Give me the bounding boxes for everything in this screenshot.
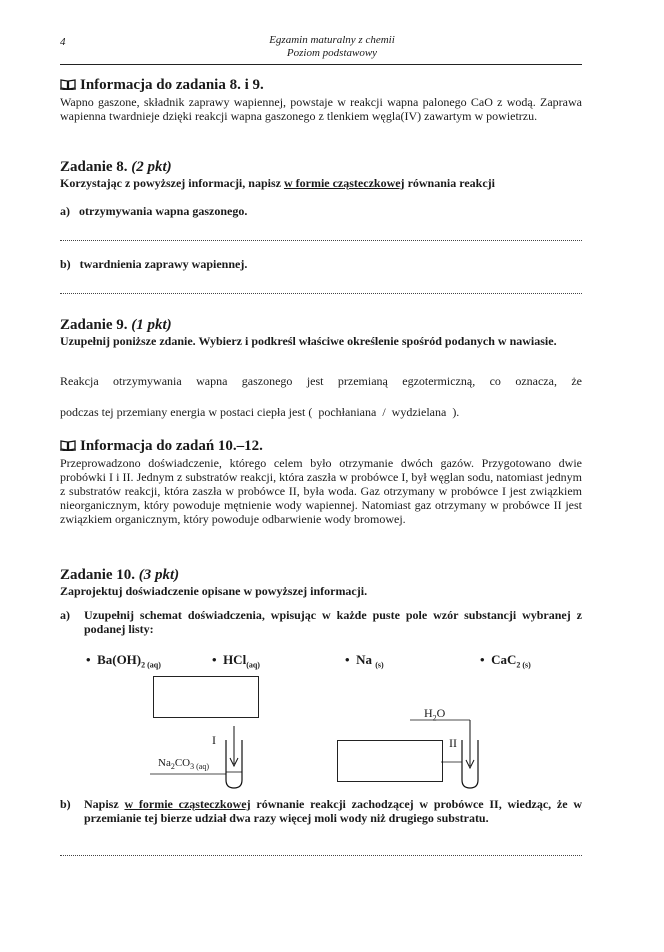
task-10-instruction: Zaprojektuj doświadczenie opisane w powyższej informacji.: [60, 584, 368, 598]
test-tube-1-icon: [150, 718, 270, 790]
task-8-item-b: b) twardnienia zaprawy wapiennej.: [60, 257, 248, 271]
tube-2-label: II: [449, 736, 457, 750]
task-9: [60, 316, 582, 348]
page-number: 4: [60, 36, 66, 48]
task-8-item-a: a) otrzymywania wapna gaszonego.: [60, 204, 248, 218]
task-10: [60, 566, 582, 598]
task-9-instruction: Uzupełnij poniższe zdanie. Wybierz i podkreśl właściwe określenie spośród podanych w nawiasie.: [60, 334, 557, 348]
option-pochlaniana[interactable]: pochłaniana: [318, 405, 377, 419]
task-8-points: (2 pkt): [131, 159, 172, 175]
header-divider: [60, 64, 582, 65]
option-wydzielana[interactable]: wydzielana: [391, 405, 447, 419]
header-line-1: Egzamin maturalny z chemii: [269, 34, 395, 46]
tube-1-label: I: [212, 733, 216, 747]
info-text-10-12: Przeprowadzono doświadczenie, którego celem było otrzymanie dwóch gazów. Przygotowano dwie probówki I i II. Jednym z substratów reakcji, która zaszła w probówce I, był węglan sodu, natomiast jednym z substratów reakcji, która zaszła w probówce II, była woda. Gaz otrzymany w probówce I jest związkiem nieorganicznym, który powoduje mętnienie wody wapiennej. Natomiast gaz otrzymany w probówce II jest związkiem organicznym, który powoduje odbarwienie wody bromowej.: [60, 456, 582, 526]
book-icon: [60, 79, 76, 90]
task-10-item-b: b) Napisz w formie cząsteczkowej równanie reakcji zachodzącej w probówce II, wiedząc, że w przemianie tej bierze udział dwa razy więcej moli wody niż drugiego substratu.: [60, 797, 583, 825]
book-icon: [60, 440, 76, 451]
task-9-sentence-line-2: podczas tej przemiany energia w postaci ciepła jest ( pochłaniana / wydzielana ).: [60, 405, 460, 419]
tube-2-reagent: $H_2O$: [424, 706, 446, 723]
answer-line-10b[interactable]: [60, 855, 582, 856]
info-section-8-9: [60, 76, 582, 123]
task-10-title: Zadanie 10. (3 pkt): [60, 567, 180, 583]
info-heading-10-12: Informacja do zadań 10.–12.: [60, 437, 582, 455]
task-9-points: (1 pkt): [131, 317, 172, 333]
task-9-sentence-line-1: Reakcja otrzymywania wapna gaszonego jest przemianą egzotermiczną, co oznacza, że: [60, 374, 582, 388]
task-9-title: Zadanie 9. (1 pkt): [60, 317, 172, 333]
substance-item: • $Ba(OH)_{2 (aq)}$: [86, 652, 161, 670]
test-tube-2-icon: [400, 718, 500, 790]
task-10-points: (3 pkt): [138, 567, 180, 583]
info-heading-8-9: Informacja do zadania 8. i 9.: [60, 76, 582, 94]
task-8: [60, 158, 582, 190]
task-8-instruction: Korzystając z powyższej informacji, napisz w formie cząsteczkowej równania reakcji: [60, 176, 496, 190]
tube-1-reagent: $Na_2CO_{3 (aq)}$: [158, 757, 209, 772]
answer-box-tube-1[interactable]: [153, 676, 259, 718]
info-section-10-12: [60, 437, 582, 526]
substance-item: • CaC$_{2 (s)}$: [480, 652, 531, 670]
task-8-title: Zadanie 8. (2 pkt): [60, 159, 172, 175]
answer-line-8a[interactable]: [60, 240, 582, 241]
substance-item: • HCl$_{(aq)}$: [212, 652, 260, 670]
task-10-item-a: a) Uzupełnij schemat doświadczenia, wpisując w każde puste pole wzór substancji wybranej z podanej listy:: [60, 608, 582, 636]
answer-line-8b[interactable]: [60, 293, 582, 294]
page-header-title: [0, 34, 664, 60]
substance-item: • Na $_{(s)}$: [345, 652, 384, 670]
header-line-2: Poziom podstawowy: [286, 47, 378, 59]
info-text-8-9: Wapno gaszone, składnik zaprawy wapiennej, powstaje w reakcji wapna palonego CaO z wodą. Zaprawa wapienna twardnieje dzięki reakcji wapna gaszonego z tlenkiem węgla(IV) zawartym w powietrzu.: [60, 95, 582, 123]
